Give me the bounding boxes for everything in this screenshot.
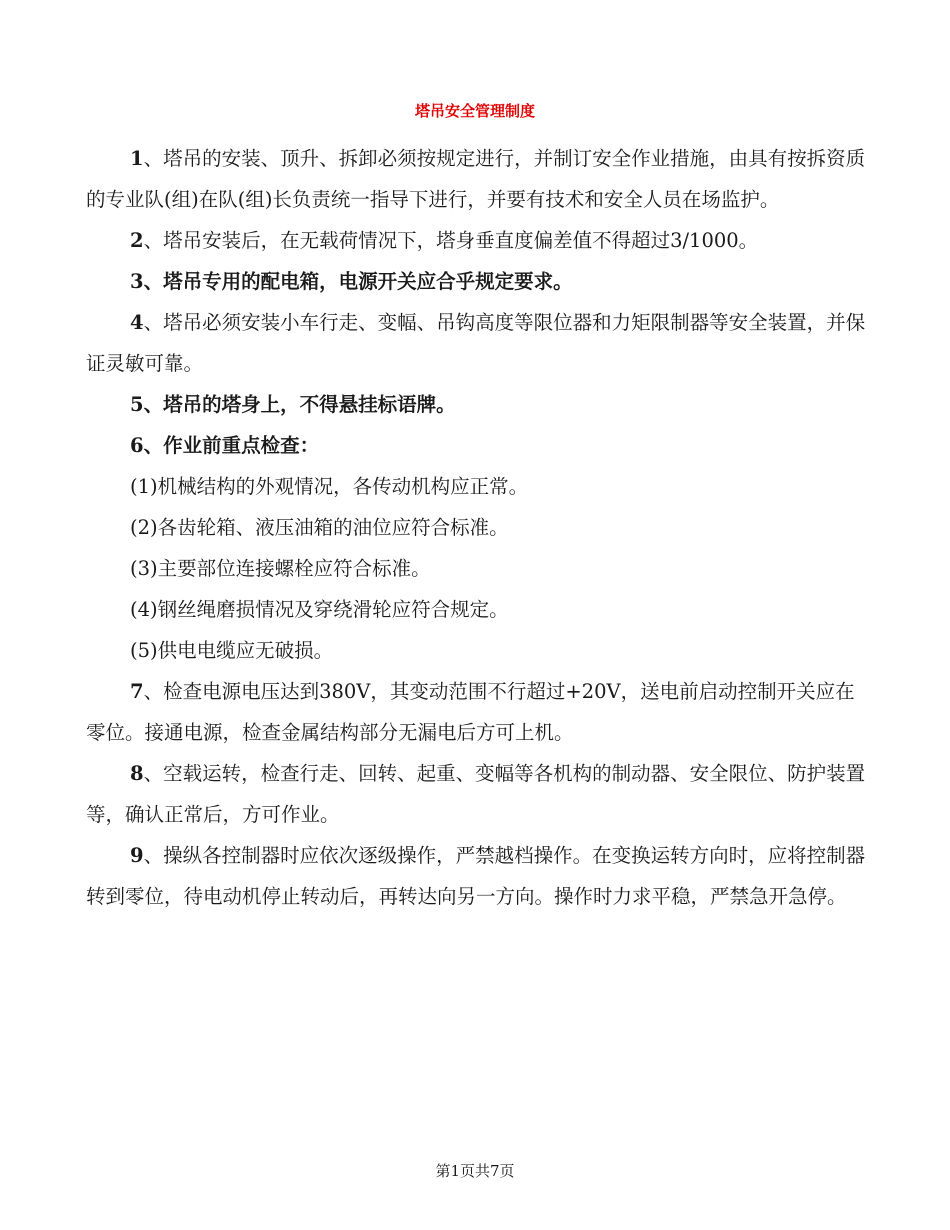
paragraph-9 (86, 835, 866, 917)
paragraph-text: 、作业前重点检查： (143, 434, 320, 457)
paragraph-text: 、检查电源电压达到380V，其变动范围不行超过+20V，送电前启动控制开关应在零位。接通电源，检查金属结构部分无漏电后方可上机。 (86, 680, 855, 744)
document-body (86, 138, 866, 917)
paragraph-7 (86, 671, 866, 753)
sub-item-1: (1)机械结构的外观情况，各传动机构应正常。 (130, 475, 529, 498)
paragraph-text: 、塔吊必须安装小车行走、变幅、吊钩高度等限位器和力矩限制器等安全装置，并保证灵敏可靠。 (86, 311, 866, 375)
paragraph-5 (86, 384, 866, 425)
paragraph-4 (86, 302, 866, 384)
paragraph-number: 4 (130, 311, 144, 334)
paragraph-text: 、塔吊安装后，在无载荷情况下，塔身垂直度偏差值不得超过3/1000。 (143, 229, 759, 252)
paragraph-number: 3 (130, 270, 144, 293)
sub-item-5: (5)供电电缆应无破损。 (130, 639, 334, 662)
paragraph-text: 、空载运转，检查行走、回转、起重、变幅等各机构的制动器、安全限位、防护装置等，确认正常后，方可作业。 (86, 762, 866, 826)
paragraph-number: 6 (130, 434, 144, 457)
paragraph-text: 、操纵各控制器时应依次逐级操作，严禁越档操作。在变换运转方向时，应将控制器转到零位，待电动机停止转动后，再转达向另一方向。操作时力求平稳，严禁急开急停。 (86, 844, 866, 908)
sub-item-4: (4)钢丝绳磨损情况及穿绕滑轮应符合规定。 (130, 598, 509, 621)
page-footer: 第1页共7页 (435, 1162, 515, 1180)
paragraph-number: 5 (130, 393, 144, 416)
paragraph-text: 、塔吊的塔身上，不得悬挂标语牌。 (143, 393, 456, 416)
sub-item-2: (2)各齿轮箱、液压油箱的油位应符合标准。 (130, 516, 509, 539)
paragraph-6 (86, 425, 866, 466)
paragraph-number: 2 (130, 229, 144, 252)
paragraph-text: 、塔吊专用的配电箱，电源开关应合乎规定要求。 (143, 270, 573, 293)
document-title: 塔吊安全管理制度 (414, 102, 535, 120)
paragraph-number: 7 (130, 680, 144, 703)
paragraph-8 (86, 753, 866, 835)
paragraph-1 (86, 138, 866, 220)
paragraph-number: 9 (130, 844, 144, 867)
paragraph-number: 1 (130, 147, 144, 170)
paragraph-2 (86, 220, 866, 261)
paragraph-number: 8 (130, 762, 144, 785)
paragraph-text: 、塔吊的安装、顶升、拆卸必须按规定进行，并制订安全作业措施，由具有按拆资质的专业队(组)在队(组)长负责统一指导下进行，并要有技术和安全人员在场监护。 (86, 147, 866, 211)
sub-item-3: (3)主要部位连接螺栓应符合标准。 (130, 557, 431, 580)
paragraph-3 (86, 261, 866, 302)
